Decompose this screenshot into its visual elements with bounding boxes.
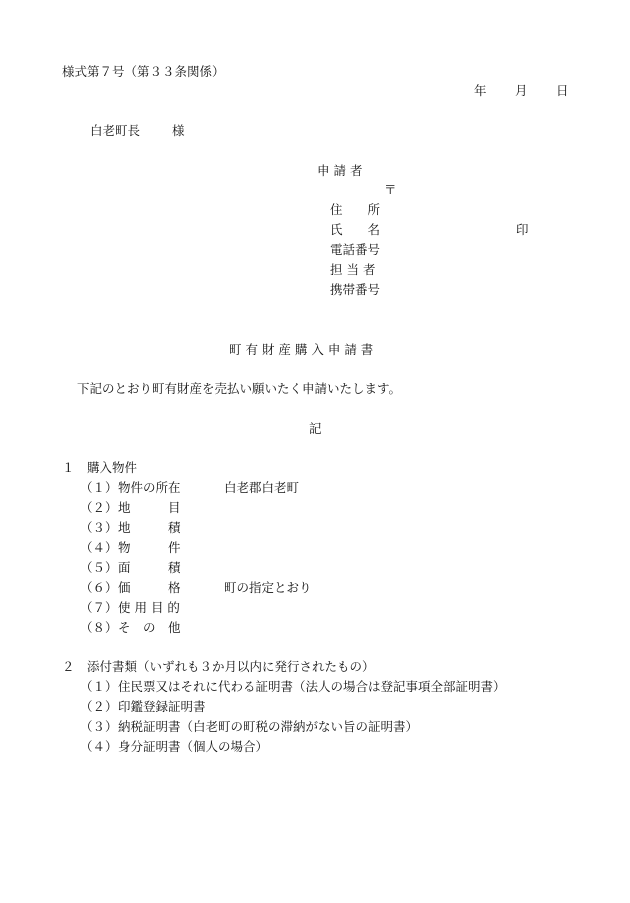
addressee-honorific: 様 <box>172 123 185 138</box>
applicant-heading: 申 請 者 <box>317 163 363 178</box>
item-number: （６） <box>80 580 118 595</box>
date-year-label: 年 <box>474 83 487 98</box>
address-label: 住 所 <box>330 202 381 217</box>
item-label: そ の 他 <box>118 620 181 635</box>
contact-person-label: 担 当 者 <box>330 262 376 277</box>
item-label: 面 積 <box>118 560 181 575</box>
item-label: 物 件 <box>118 540 181 555</box>
date-month-label: 月 <box>515 83 528 98</box>
item-number: （２） <box>80 699 118 714</box>
item-label: 地 目 <box>118 500 181 515</box>
intro-text: 下記のとおり町有財産を売払い願いたく申請いたします。 <box>77 381 402 396</box>
list-item <box>80 562 224 575</box>
item-label: 地 積 <box>118 520 181 535</box>
section1-heading: １ 購入物件 <box>62 460 138 475</box>
postal-mark: 〒 <box>384 182 397 197</box>
ki-marker: 記 <box>309 421 322 436</box>
list-item <box>80 522 224 535</box>
document-title: 町 有 財 産 購 入 申 請 書 <box>229 342 374 357</box>
list-item <box>80 482 299 495</box>
item-number: （８） <box>80 620 118 635</box>
item-number: （５） <box>80 560 118 575</box>
mobile-label: 携帯番号 <box>330 282 381 297</box>
form-number: 様式第７号（第３３条関係） <box>62 64 225 79</box>
item-label: 価 格 <box>118 580 181 595</box>
phone-label: 電話番号 <box>330 242 381 257</box>
list-item <box>80 721 418 734</box>
section2-heading: ２ 添付書類（いずれも３か月以内に発行されたもの） <box>62 659 375 674</box>
list-item <box>80 741 268 754</box>
item-number: （４） <box>80 540 118 555</box>
item-text: 住民票又はそれに代わる証明書（法人の場合は登記事項全部証明書） <box>118 679 506 694</box>
item-number: （７） <box>80 600 118 615</box>
item-text: 印鑑登録証明書 <box>118 699 206 714</box>
addressee-name: 白老町長 <box>90 123 141 138</box>
item-label: 物件の所在 <box>118 480 181 495</box>
item-number: （２） <box>80 500 118 515</box>
list-item <box>80 701 206 714</box>
item-number: （４） <box>80 739 118 754</box>
item-label: 使 用 目 的 <box>118 600 180 615</box>
seal-mark: 印 <box>516 222 529 237</box>
item-text: 身分証明書（個人の場合） <box>118 739 269 754</box>
item-value: 町の指定とおり <box>224 580 312 595</box>
item-number: （１） <box>80 480 118 495</box>
item-number: （３） <box>80 719 118 734</box>
list-item <box>80 602 224 615</box>
item-number: （３） <box>80 520 118 535</box>
item-number: （１） <box>80 679 118 694</box>
date-day-label: 日 <box>556 83 569 98</box>
name-label: 氏 名 <box>330 222 381 237</box>
list-item <box>80 622 224 635</box>
list-item <box>80 582 312 595</box>
list-item <box>80 542 224 555</box>
item-text: 納税証明書（白老町の町税の滞納がない旨の証明書） <box>118 719 419 734</box>
list-item <box>80 502 224 515</box>
item-value: 白老郡白老町 <box>224 480 300 495</box>
list-item <box>80 681 506 694</box>
